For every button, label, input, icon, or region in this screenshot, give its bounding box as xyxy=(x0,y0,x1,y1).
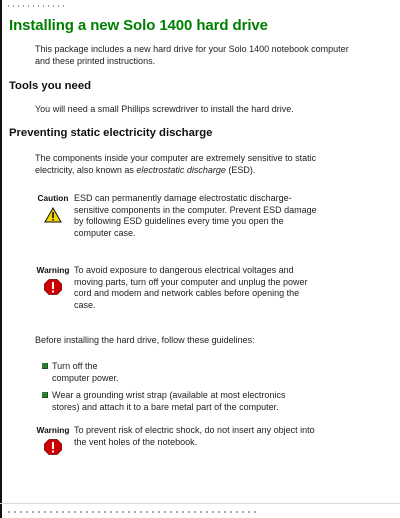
guidelines-list xyxy=(42,361,342,419)
static-heading: Preventing static electricity discharge xyxy=(9,127,213,139)
guidelines-intro: Before installing the hard drive, follow these guidelines: xyxy=(35,335,255,345)
intro-paragraph: This package includes a new hard drive for your Solo 1400 notebook computer and these printed instructions. xyxy=(35,44,349,66)
warning-notice-voltage xyxy=(36,265,336,315)
tools-paragraph: You will need a small Phillips screwdriver to install the hard drive. xyxy=(35,104,294,114)
caution-notice xyxy=(36,193,336,243)
header-noise xyxy=(8,5,64,7)
footer-noise xyxy=(8,511,258,513)
warning-label: Warning xyxy=(36,425,70,435)
caution-triangle-icon xyxy=(44,207,62,223)
bullet-icon xyxy=(42,392,48,398)
page-left-border xyxy=(0,0,2,518)
warning-text: To prevent risk of electric shock, do not insert any object into the vent holes of the notebook. xyxy=(74,425,315,447)
caution-label: Caution xyxy=(37,193,69,203)
page-title: Installing a new Solo 1400 hard drive xyxy=(9,17,268,34)
tools-heading: Tools you need xyxy=(9,80,92,92)
list-item: Wear a grounding wrist strap (available at most electronics stores) and attach it to a bare metal part of the computer. xyxy=(42,390,342,413)
warning-text: To avoid exposure to dangerous electrical voltages and moving parts, turn off your computer and unplug the power cord and modem and network cables before opening the case. xyxy=(74,265,308,310)
warning-label: Warning xyxy=(36,265,70,275)
warning-octagon-icon xyxy=(44,439,62,455)
warning-notice-shock xyxy=(36,425,336,465)
caution-text: ESD can permanently damage electrostatic discharge-sensitive components in the computer. Prevent ESD damage by following ESD guidelines every time you open the computer case. xyxy=(74,193,317,238)
list-item: Turn off the computer power. xyxy=(42,361,342,384)
static-paragraph: The components inside your computer are extremely sensitive to static electricity, also known as electrostatic discharge (ESD). xyxy=(35,153,317,175)
bullet-icon xyxy=(42,363,48,369)
warning-octagon-icon xyxy=(44,279,62,295)
esd-emphasis: electrostatic discharge xyxy=(136,164,226,175)
page-bottom-border xyxy=(0,503,400,504)
